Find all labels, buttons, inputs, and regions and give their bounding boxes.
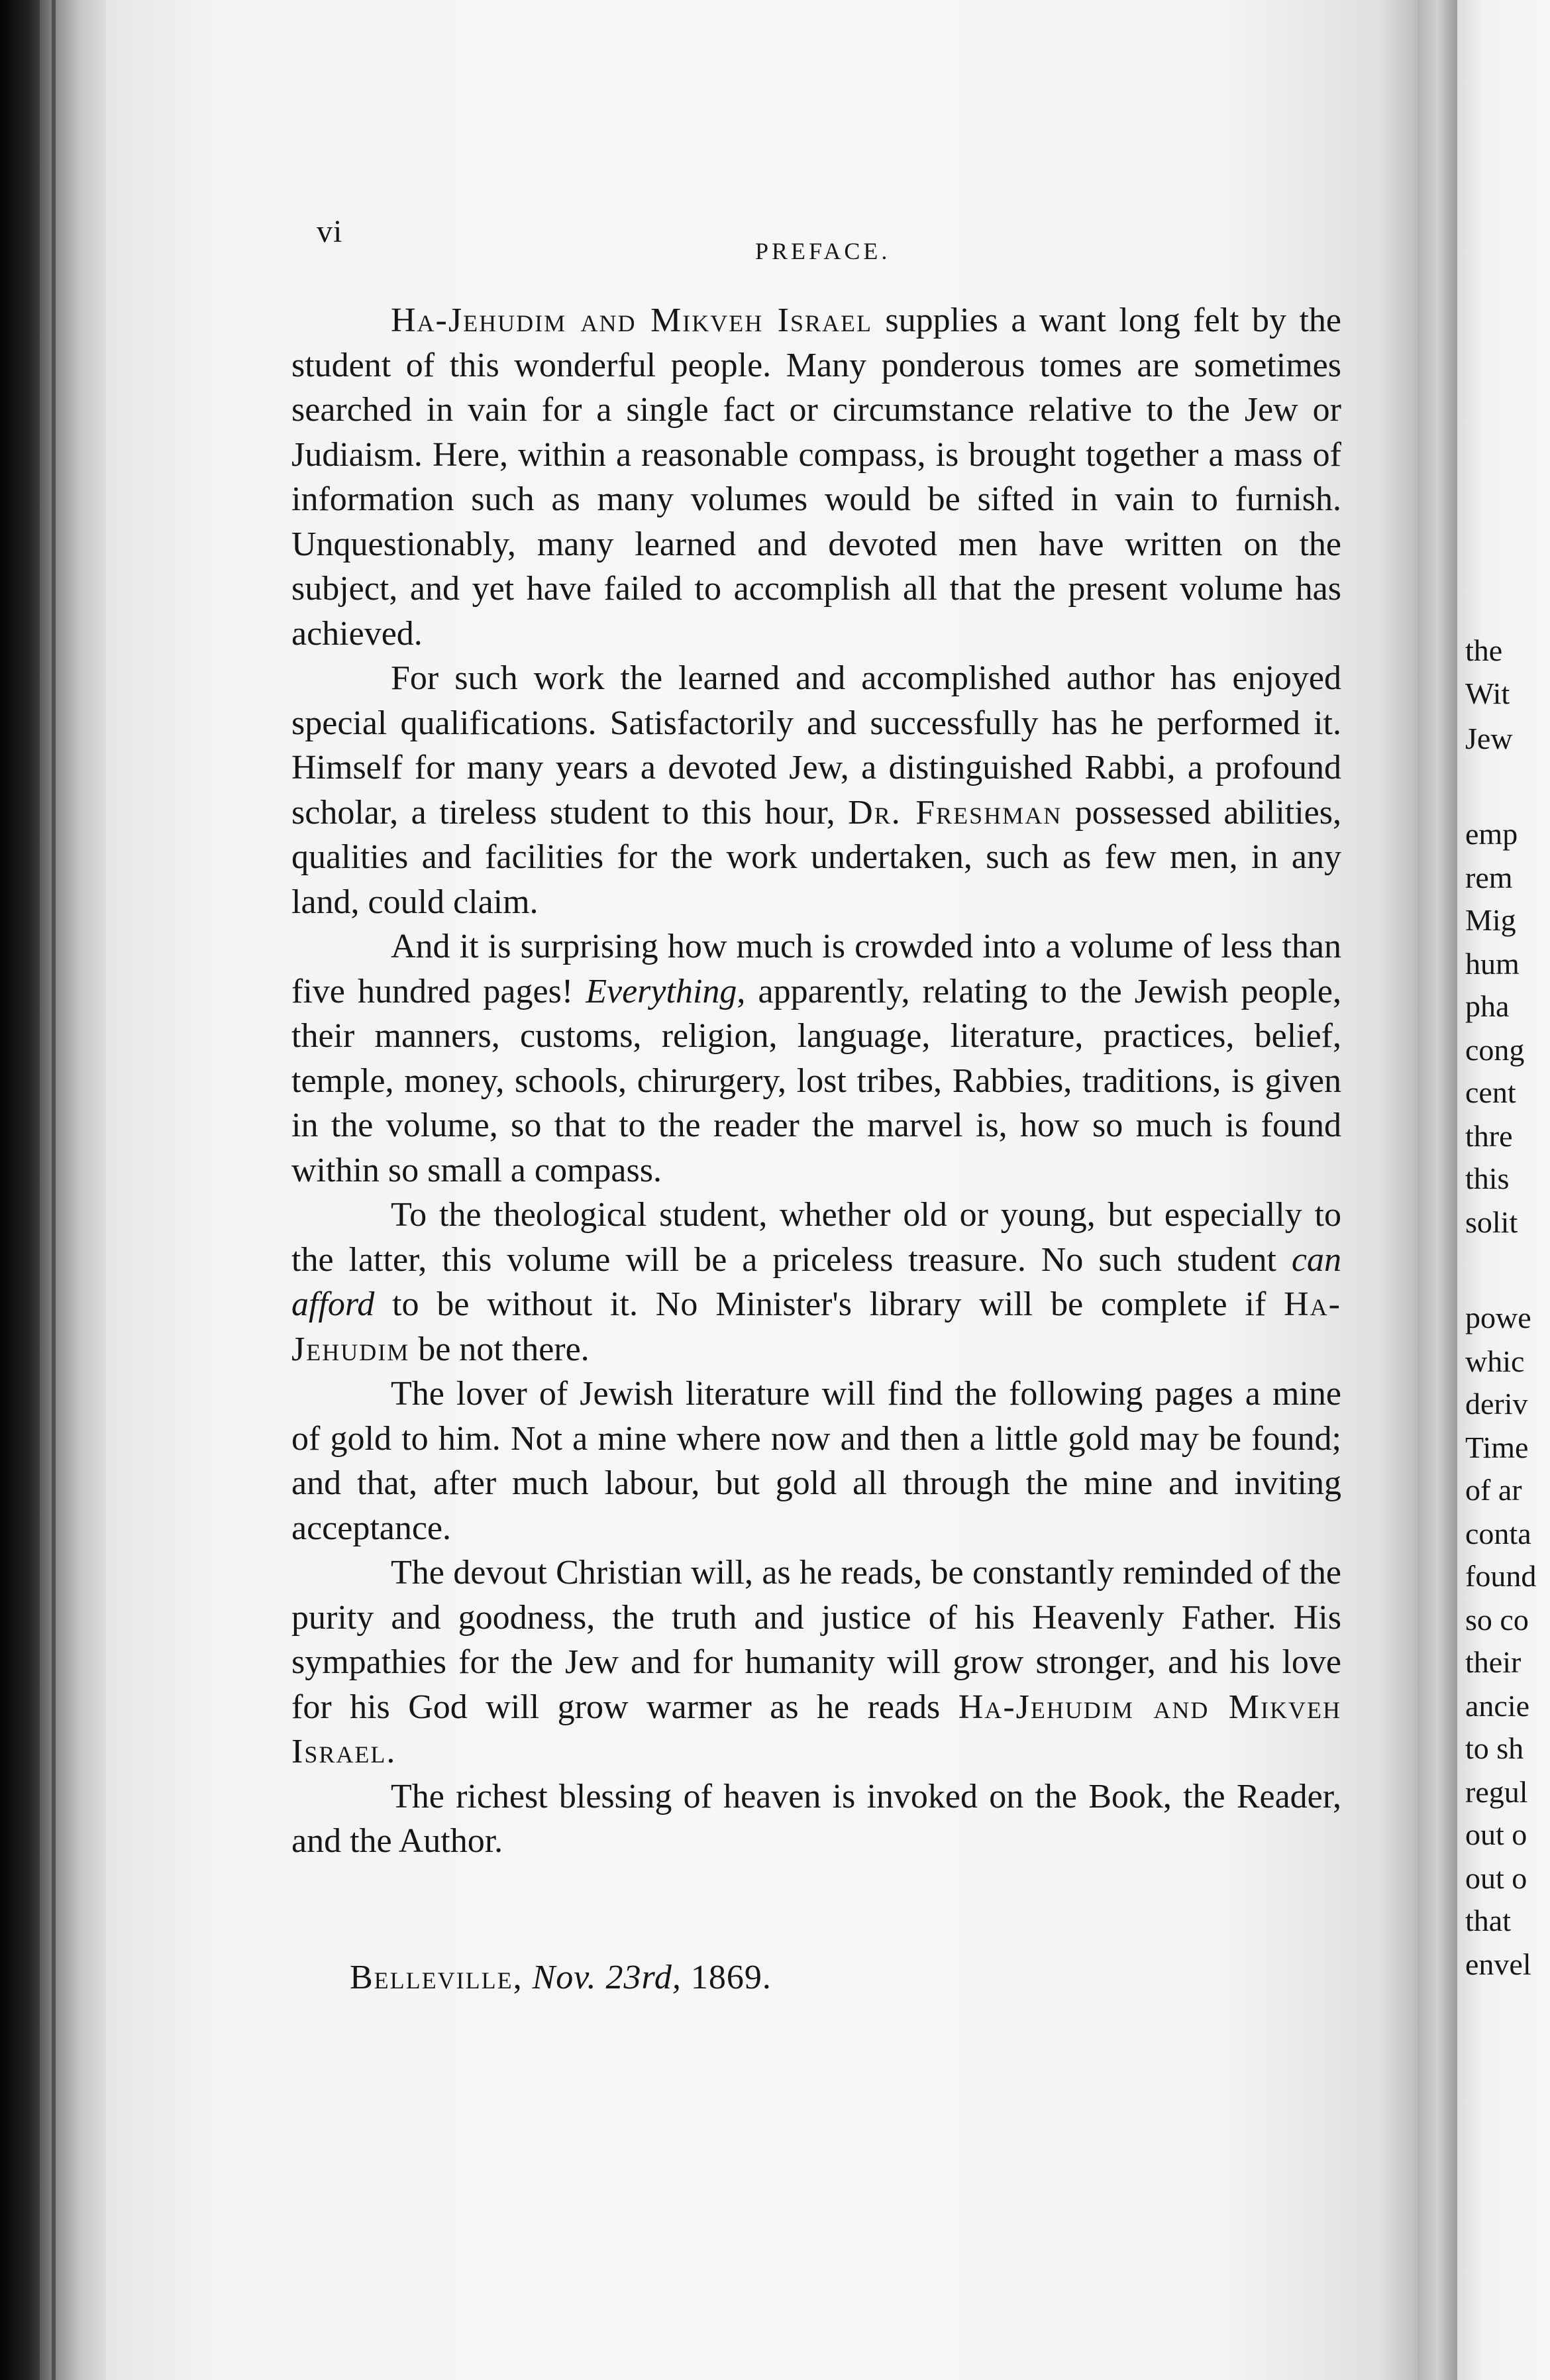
adjacent-page-fragment: this <box>1465 1162 1510 1195</box>
paragraph-text: The lover of Jewish literature will find the following pages a mine of gold to him. Not a mine where now and then a little gold may be found; and that, after much labour, but gold all through the mine and inviting acceptance. <box>291 1375 1341 1547</box>
adjacent-page-fragment: regul <box>1465 1775 1528 1809</box>
preface-paragraph <box>291 1193 1341 1372</box>
adjacent-page-fragment: hum <box>1465 947 1520 981</box>
paragraph-text: to be without it. No Minister's library will be complete if <box>374 1285 1284 1323</box>
italic-text: Everything <box>586 972 737 1010</box>
adjacent-page-fragment: Time <box>1465 1431 1529 1464</box>
signoff-line <box>350 1958 772 1997</box>
preface-paragraph <box>291 1774 1341 1864</box>
adjacent-page-fragment: conta <box>1465 1517 1531 1550</box>
adjacent-page-fragment: deriv <box>1465 1387 1528 1421</box>
adjacent-page-fragment: out o <box>1465 1861 1527 1895</box>
adjacent-page-fragment: the <box>1465 633 1503 667</box>
adjacent-page-fragment: whic <box>1465 1344 1525 1378</box>
adjacent-page-fragment: pha <box>1465 989 1510 1023</box>
small-caps-text: Dr. Freshman <box>848 793 1062 832</box>
adjacent-page-fragment: found <box>1465 1559 1537 1593</box>
adjacent-page-fragment: their <box>1465 1645 1522 1679</box>
adjacent-page <box>1457 0 1550 2380</box>
preface-paragraph <box>291 1372 1341 1550</box>
adjacent-page-fragment: of ar <box>1465 1473 1522 1507</box>
paragraph-text: The devout Christian will, as he reads, be constantly reminded of the purity and goodness, the truth and justice of his Heavenly Father. His sympathies for the Jew and for humanity will grow stronger, and his love for his God will grow warmer as he reads <box>291 1554 1341 1726</box>
small-caps-text: Ha-Jehudim and Mikveh Israel <box>391 301 872 339</box>
adjacent-page-fragment: rem <box>1465 861 1513 894</box>
book-gutter <box>1418 0 1457 2380</box>
paragraph-text: possessed abilities, qualities and facilities for the work undertaken, such as few men, in any land, could claim. <box>291 793 1341 921</box>
film-border-left <box>0 0 40 2380</box>
running-head: PREFACE. <box>755 238 891 264</box>
adjacent-page-fragment: Wit <box>1465 676 1510 710</box>
page-number: vi <box>317 214 343 249</box>
paragraph-text: supplies a want long felt by the student of this wonderful people. Many ponderous tomes are sometimes searched in vain for a single fact or circumstance relative to the Jew or Judiaism. Here, within a reasonable compass, is brought together a mass of information such as many volumes would be sifted in vain to furnish. Unquestionably, many learned and devoted men have written on the subject, and yet have failed to accomplish all that the present volume has achieved. <box>291 301 1341 653</box>
preface-paragraph <box>291 656 1341 924</box>
paragraph-text: And it is surprising how much is crowded into a volume of less than five hundred pages! <box>291 928 1341 1010</box>
preface-paragraph <box>291 1550 1341 1774</box>
adjacent-page-fragment: envel <box>1465 1947 1531 1981</box>
paragraph-text: . <box>386 1733 395 1770</box>
signoff-year: 1869. <box>690 1959 772 1996</box>
adjacent-page-fragment: ancie <box>1465 1689 1530 1723</box>
adjacent-page-fragment: thre <box>1465 1119 1513 1153</box>
adjacent-page-fragment: to sh <box>1465 1731 1524 1765</box>
preface-body <box>291 298 1341 1864</box>
adjacent-page-fragment: powe <box>1465 1301 1531 1334</box>
signoff-place: Belleville, <box>350 1959 523 1996</box>
small-caps-text: Ha-Jehudim <box>291 1285 1341 1368</box>
adjacent-page-fragment: out o <box>1465 1817 1527 1851</box>
adjacent-page-fragment: cent <box>1465 1075 1516 1109</box>
preface-paragraph <box>291 298 1341 656</box>
left-page-edge <box>52 0 56 2380</box>
small-caps-text: Ha-Jehudim and Mikveh Israel <box>291 1688 1341 1770</box>
signoff-date: Nov. 23rd, <box>532 1959 682 1996</box>
paragraph-text: , apparently, relating to the Jewish people, their manners, customs, religion, language, literature, practices, belief, temple, money, schools, chirurgery, lost tribes, Rabbies, traditions, is given in the volume, so that to the reader the marvel is, how so much is found within so small a compass. <box>291 972 1342 1189</box>
adjacent-page-fragment: that <box>1465 1904 1511 1937</box>
adjacent-page-fragment: solit <box>1465 1205 1518 1239</box>
paragraph-text: The richest blessing of heaven is invoked on the Book, the Reader, and the Author. <box>291 1777 1341 1860</box>
adjacent-page-fragment: so co <box>1465 1603 1529 1637</box>
paragraph-text: be not there. <box>409 1330 590 1368</box>
adjacent-page-fragment: Mig <box>1465 903 1516 937</box>
paragraph-text: To the theological student, whether old or young, but especially to the latter, this volume will be a priceless treasure. No such student <box>291 1196 1341 1279</box>
adjacent-page-fragment: cong <box>1465 1033 1525 1067</box>
preface-paragraph <box>291 924 1341 1193</box>
left-binding-shadow <box>40 0 113 2380</box>
adjacent-page-fragment: Jew <box>1465 722 1513 755</box>
paragraph-text: For such work the learned and accomplished author has enjoyed special qualifications. Satisfactorily and successfully has he performed it. Himself for many years a devoted Jew, a distinguished Rabbi, a profound scholar, a tireless student to this hour, <box>291 659 1341 832</box>
italic-text: can afford <box>291 1240 1341 1323</box>
adjacent-page-fragment: emp <box>1465 817 1518 851</box>
